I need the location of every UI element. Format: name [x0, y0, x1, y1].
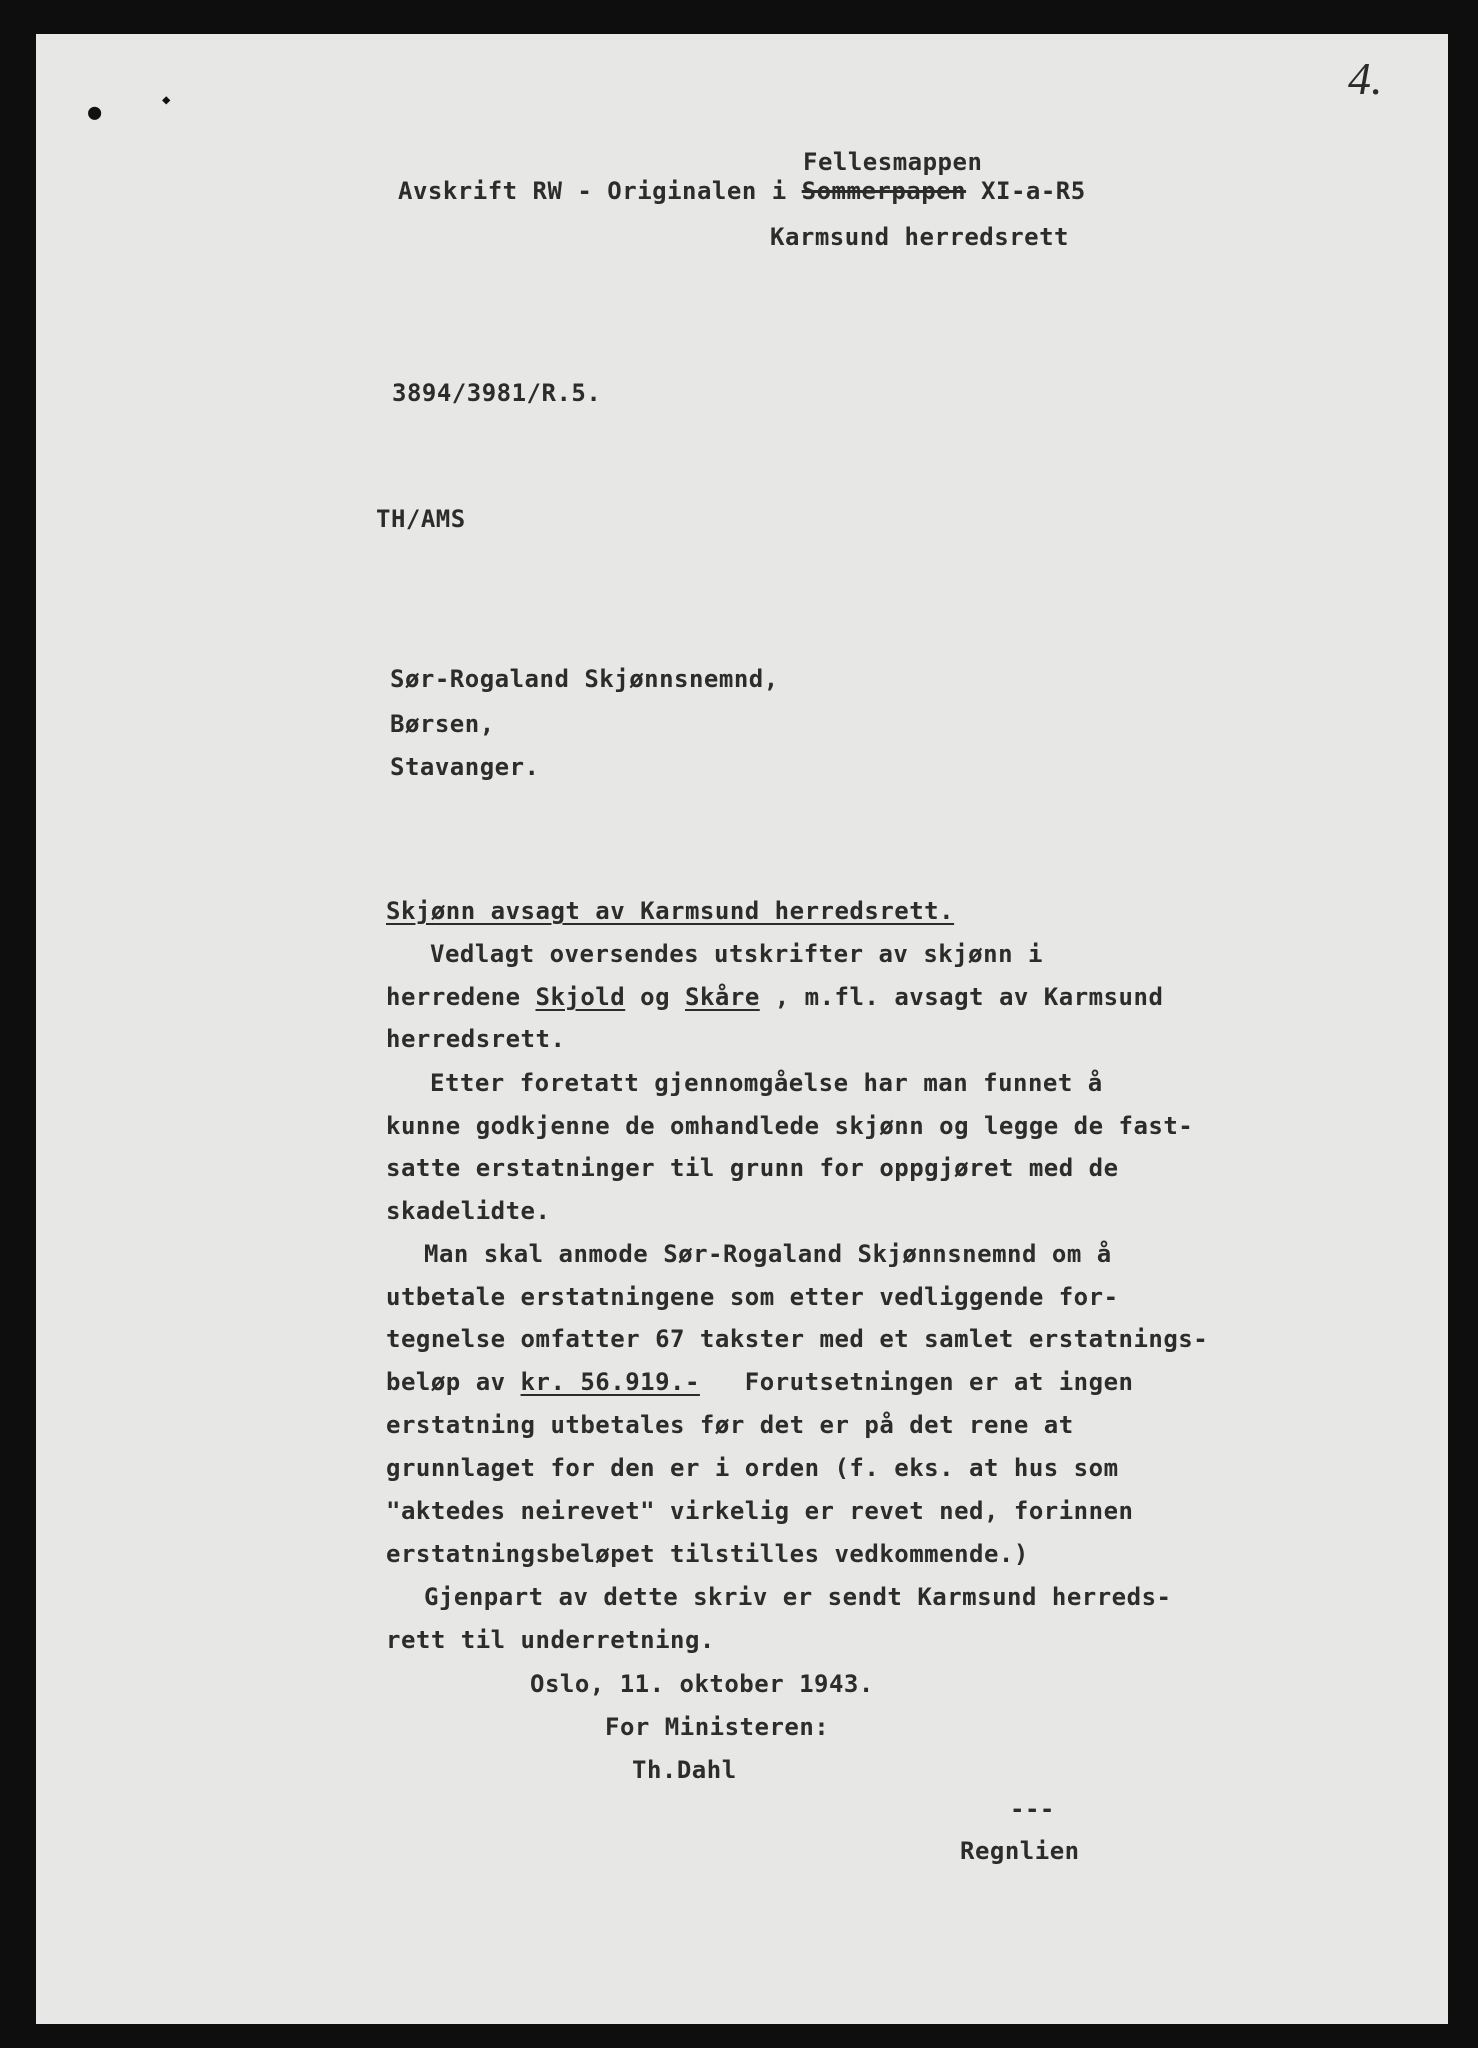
signature-dash: --- — [1010, 1795, 1055, 1823]
body-word: Forutsetningen er at ingen — [744, 1368, 1134, 1396]
body-line: "aktedes neirevet" virkelig er revet ned, forinnen — [386, 1497, 1134, 1525]
body-line: grunnlaget for den er i orden (f. eks. at hus som — [386, 1454, 1119, 1482]
body-line: rett til underretning. — [386, 1626, 715, 1654]
recipient-name: Sør-Rogaland Skjønnsnemnd, — [390, 665, 779, 693]
body-word: herredene — [386, 983, 521, 1011]
signatory: Th.Dahl — [632, 1756, 737, 1784]
header-line-1-prefix: Avskrift RW - Originalen i — [398, 177, 787, 205]
header-line-2: Karmsund herredsrett — [770, 223, 1069, 251]
scan-mark-left: ● — [88, 100, 102, 125]
body-line: Vedlagt oversendes utskrifter av skjønn i — [430, 940, 1043, 968]
body-line: erstatning utbetales før det er på det rene at — [386, 1411, 1074, 1439]
body-line: utbetale erstatningene som etter vedliggende for- — [386, 1283, 1119, 1311]
body-word: og — [640, 983, 671, 1011]
header-line-1-struck: Sommerpapen — [801, 177, 967, 205]
body-line: erstatningsbeløpet tilstilles vedkommende.) — [386, 1540, 1029, 1568]
secondary-signatory: Regnlien — [960, 1837, 1080, 1865]
place-name-skjold: Skjold — [535, 983, 626, 1011]
header-line-1-suffix: XI-a-R5 — [981, 177, 1086, 205]
body-line — [386, 983, 1163, 1011]
body-line: Gjenpart av dette skriv er sendt Karmsund herreds- — [424, 1583, 1172, 1611]
recipient-building: Børsen, — [390, 710, 495, 738]
subject-line: Skjønn avsagt av Karmsund herredsrett. — [386, 897, 955, 925]
header-insert: Fellesmappen — [803, 148, 983, 176]
body-line: skadelidte. — [386, 1197, 551, 1225]
reference-number: 3894/3981/R.5. — [392, 379, 602, 407]
page-number: 4. — [1348, 53, 1383, 104]
body-line — [386, 1368, 1133, 1396]
amount-underlined: kr. 56.919.- — [520, 1368, 700, 1396]
body-word: , m.fl. avsagt av Karmsund — [774, 983, 1164, 1011]
recipient-city: Stavanger. — [390, 753, 540, 781]
body-line: tegnelse omfatter 67 takster med et samlet erstatnings- — [386, 1325, 1209, 1353]
body-line: kunne godkjenne de omhandlede skjønn og legge de fast- — [386, 1112, 1194, 1140]
body-line: Etter foretatt gjennomgåelse har man funnet å — [430, 1069, 1103, 1097]
body-line: satte erstatninger til grunn for oppgjøret med de — [386, 1154, 1119, 1182]
initials: TH/AMS — [376, 505, 466, 533]
for-minister: For Ministeren: — [605, 1713, 830, 1741]
body-line: herredsrett. — [386, 1025, 566, 1053]
place-date: Oslo, 11. oktober 1943. — [530, 1670, 874, 1698]
header-line-1 — [398, 177, 1086, 205]
scan-mark-right: ◆ — [162, 92, 171, 108]
body-line: Man skal anmode Sør-Rogaland Skjønnsnemnd om å — [424, 1240, 1112, 1268]
place-name-skare: Skåre — [685, 983, 760, 1011]
body-word: beløp av — [386, 1368, 506, 1396]
